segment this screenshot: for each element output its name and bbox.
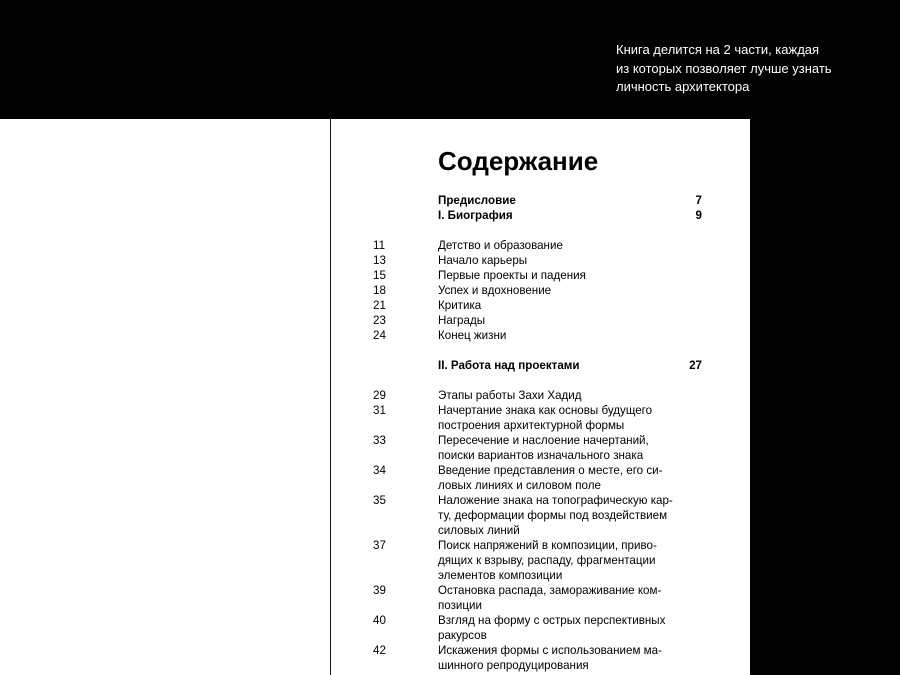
caption-line: из которых позволяет лучше узнать <box>616 60 832 76</box>
toc-entry <box>331 583 750 613</box>
toc-heading-projects <box>331 358 750 373</box>
toc-entry-title-line: Детство и образование <box>438 239 563 252</box>
toc-entry-title-line: ту, деформации формы под воздействием <box>438 509 668 522</box>
toc-entry-page: 34 <box>373 464 386 477</box>
toc-heading-biography <box>331 208 750 223</box>
toc-part1-list <box>331 238 750 343</box>
toc-entry-title-line: Взгляд на форму с острых перспективных <box>438 614 666 627</box>
toc-entry-title-line: Успех и вдохновение <box>438 284 552 297</box>
toc-entry <box>331 238 750 253</box>
toc-entry-page: 15 <box>373 269 386 282</box>
toc-entry-title-line: ракурсов <box>438 629 487 642</box>
toc-entry-title-line: Первые проекты и падения <box>438 269 586 282</box>
toc-entry-title <box>438 583 674 613</box>
toc-entry-title <box>438 283 674 298</box>
toc-entry-title-line: Введение представления о месте, его си- <box>438 464 663 477</box>
toc-entry <box>331 298 750 313</box>
toc-entry-title-line: шинного репродуцирования <box>438 659 589 672</box>
toc-heading-title: II. Работа над проектами <box>438 359 580 372</box>
toc-entry-title <box>438 298 674 313</box>
toc-entry-page: 39 <box>373 584 386 597</box>
toc-entry-title-line: Пересечение и наслоение начертаний, <box>438 434 649 447</box>
toc-entry-title-line: Поиск напряжений в композиции, приво- <box>438 539 657 552</box>
toc-entry <box>331 538 750 583</box>
toc-entry <box>331 643 750 673</box>
toc-entry <box>331 433 750 463</box>
toc-entry-title-line: Этапы работы Захи Хадид <box>438 389 582 402</box>
toc-entry <box>331 283 750 298</box>
toc-entry-page: 11 <box>373 239 386 252</box>
toc-entry-title <box>438 643 674 673</box>
book-description-caption <box>616 41 886 97</box>
toc-heading-preface <box>331 193 750 208</box>
toc-entry <box>331 268 750 283</box>
toc-entry-title-line: поиски вариантов изначального знака <box>438 449 644 462</box>
page-title: Содержание <box>438 146 599 176</box>
left-page <box>0 119 330 675</box>
toc-entry-page: 37 <box>373 539 386 552</box>
toc-entry-page: 13 <box>373 254 386 267</box>
toc-entry-title-line: позиции <box>438 599 482 612</box>
toc-entry-title <box>438 613 674 643</box>
toc-heading-title: I. Биография <box>438 209 513 222</box>
toc-entry-page: 18 <box>373 284 386 297</box>
toc-entry-title <box>438 493 674 538</box>
toc-heading-title: Предисловие <box>438 194 516 207</box>
toc-entry-title <box>438 253 674 268</box>
toc-entry-title-line: Искажения формы с использованием ма- <box>438 644 662 657</box>
caption-line: личность архитектора <box>616 79 750 94</box>
toc-entry-title-line: Конец жизни <box>438 329 507 342</box>
toc-entry-page: 23 <box>373 314 386 327</box>
toc-entry <box>331 403 750 433</box>
toc-entry-title-line: силовых линий <box>438 524 520 537</box>
toc-entry-page: 24 <box>373 329 386 342</box>
toc-entry-title <box>438 463 674 493</box>
toc-entry-title <box>438 328 674 343</box>
toc-entry-title-line: построения архитектурной формы <box>438 419 625 432</box>
toc-entry-title <box>438 238 674 253</box>
toc-entry <box>331 493 750 538</box>
toc-entry-title-line: элементов композиции <box>438 569 563 582</box>
contents-page <box>331 119 750 675</box>
toc-entry <box>331 463 750 493</box>
toc-entry <box>331 388 750 403</box>
table-of-contents <box>331 193 750 673</box>
toc-entry-title-line: Награды <box>438 314 486 327</box>
toc-entry <box>331 253 750 268</box>
toc-entry-title-line: Остановка распада, замораживание ком- <box>438 584 662 597</box>
toc-entry-title <box>438 403 674 433</box>
toc-entry-title <box>438 433 674 463</box>
toc-entry-title-line: Критика <box>438 299 482 312</box>
toc-entry-title-line: Наложение знака на топографическую кар- <box>438 494 673 507</box>
toc-entry-page: 21 <box>373 299 386 312</box>
toc-entry-page: 33 <box>373 434 386 447</box>
toc-entry-page: 42 <box>373 644 386 657</box>
toc-entry <box>331 613 750 643</box>
toc-entry-title <box>438 313 674 328</box>
toc-heading-page: 7 <box>695 194 702 207</box>
toc-entry-page: 40 <box>373 614 386 627</box>
toc-entry-title <box>438 538 674 583</box>
toc-part2-list <box>331 388 750 673</box>
toc-entry-title-line: дящих к взрыву, распаду, фрагментации <box>438 554 656 567</box>
toc-entry <box>331 328 750 343</box>
caption-line: Книга делится на 2 части, каждая <box>616 42 820 57</box>
toc-entry-title-line: Начертание знака как основы будущего <box>438 404 653 417</box>
toc-entry-page: 35 <box>373 494 386 507</box>
toc-entry-title-line: Начало карьеры <box>438 254 528 267</box>
toc-heading-page: 9 <box>695 209 702 222</box>
toc-entry-title-line: ловых линиях и силовом поле <box>438 479 601 492</box>
toc-entry <box>331 313 750 328</box>
toc-entry-page: 31 <box>373 404 386 417</box>
toc-entry-page: 29 <box>373 389 386 402</box>
toc-entry-title <box>438 388 674 403</box>
toc-entry-title <box>438 268 674 283</box>
toc-heading-page: 27 <box>689 359 702 372</box>
